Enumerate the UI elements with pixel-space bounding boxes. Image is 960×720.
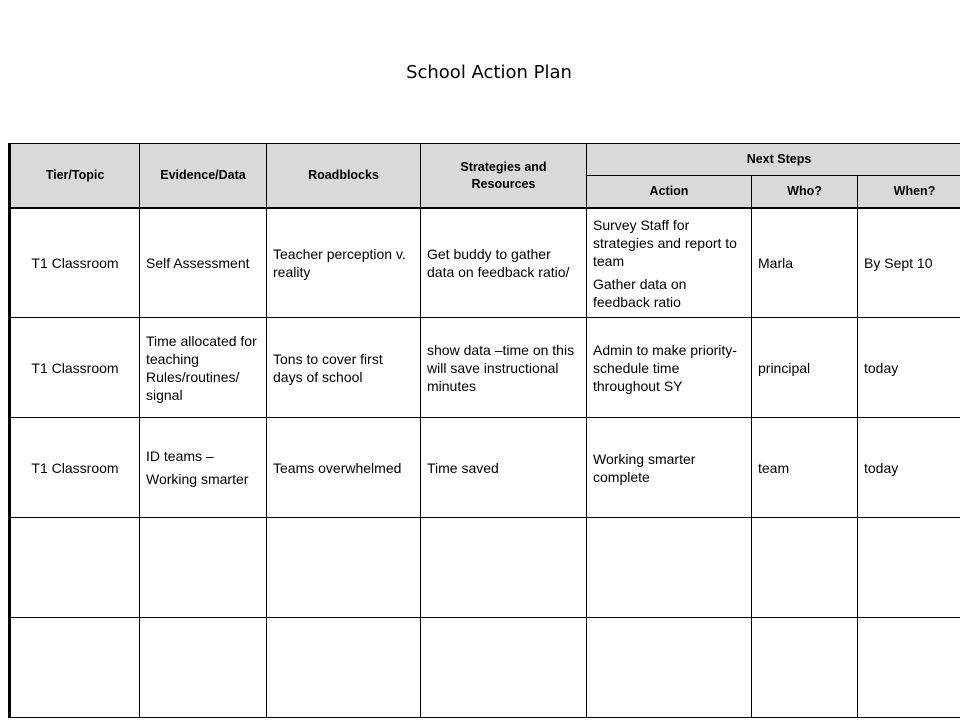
empty-cell [858, 518, 960, 618]
cell-when: today [858, 318, 960, 418]
action-line-1: Survey Staff for strategies and report to team [593, 216, 737, 269]
empty-cell [752, 618, 858, 718]
cell-evidence: Time allocated for teaching Rules/routines/ signal [140, 318, 267, 418]
cell-strategies: show data –time on this will save instructional minutes [421, 318, 587, 418]
empty-cell [10, 518, 140, 618]
action-line-2: Gather data on feedback ratio [593, 275, 687, 310]
table-header [10, 144, 960, 209]
cell-action [587, 208, 752, 318]
table-row [10, 418, 960, 518]
cell-roadblocks: Teams overwhelmed [267, 418, 421, 518]
cell-action: Working smarter complete [587, 418, 752, 518]
empty-cell [267, 618, 421, 718]
empty-cell [421, 518, 587, 618]
cell-evidence [140, 418, 267, 518]
header-strategies-resources: Strategies and Resources [421, 144, 587, 209]
empty-cell [587, 618, 752, 718]
empty-cell [140, 518, 267, 618]
page-title: School Action Plan [406, 62, 572, 83]
empty-row [10, 618, 960, 718]
cell-strategies: Time saved [421, 418, 587, 518]
empty-cell [752, 518, 858, 618]
action-plan-table [8, 143, 960, 718]
header-evidence-data: Evidence/Data [140, 144, 267, 209]
header-tier-topic: Tier/Topic [10, 144, 140, 209]
cell-tier: T1 Classroom [10, 318, 140, 418]
empty-cell [587, 518, 752, 618]
cell-roadblocks: Tons to cover first days of school [267, 318, 421, 418]
header-next-steps: Next Steps [587, 144, 960, 176]
cell-action: Admin to make priority- schedule time throughout SY [587, 318, 752, 418]
cell-who: principal [752, 318, 858, 418]
evidence-line-2: Working smarter [146, 471, 249, 487]
cell-roadblocks: Teacher perception v. reality [267, 208, 421, 318]
empty-cell [140, 618, 267, 718]
cell-who: team [752, 418, 858, 518]
empty-cell [858, 618, 960, 718]
cell-when: By Sept 10 [858, 208, 960, 318]
header-when: When? [858, 176, 960, 209]
cell-strategies: Get buddy to gather data on feedback ratio/ [421, 208, 587, 318]
cell-tier: T1 Classroom [10, 208, 140, 318]
table-row [10, 318, 960, 418]
header-action: Action [587, 176, 752, 209]
header-who: Who? [752, 176, 858, 209]
cell-who: Marla [752, 208, 858, 318]
header-roadblocks: Roadblocks [267, 144, 421, 209]
cell-tier: T1 Classroom [10, 418, 140, 518]
evidence-line-1: ID teams – [146, 448, 214, 464]
cell-evidence: Self Assessment [140, 208, 267, 318]
empty-cell [267, 518, 421, 618]
table-row [10, 208, 960, 318]
empty-row [10, 518, 960, 618]
empty-cell [421, 618, 587, 718]
cell-when: today [858, 418, 960, 518]
empty-cell [10, 618, 140, 718]
